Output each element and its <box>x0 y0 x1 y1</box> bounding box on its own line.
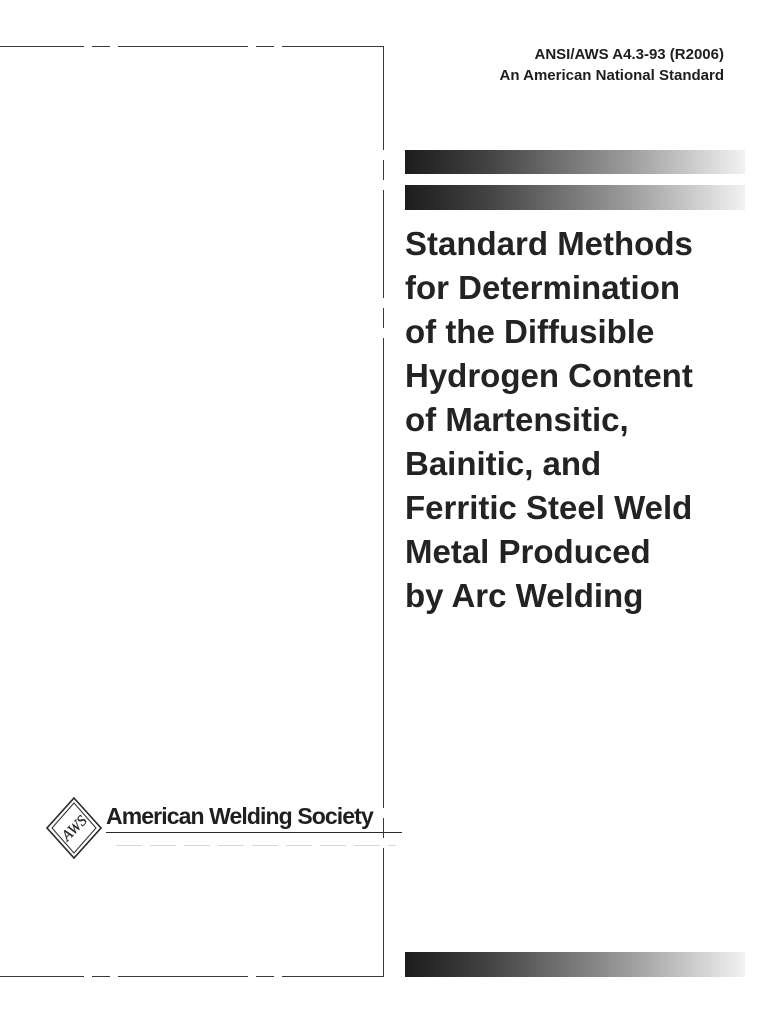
title-line: Bainitic, and <box>405 445 602 482</box>
standard-designation <box>500 44 725 86</box>
publisher-name: American Welding Society <box>106 803 373 829</box>
title-line: Metal Produced <box>405 533 651 570</box>
frame-right-line <box>383 338 384 808</box>
aws-logo <box>44 795 373 865</box>
frame-bottom-dash <box>92 976 110 977</box>
title-line: for Determination <box>405 269 681 306</box>
title-line: of the Diffusible <box>405 313 655 350</box>
logo-letters: AWS <box>58 812 91 845</box>
standard-type: An American National Standard <box>499 67 724 84</box>
frame-bottom-dash <box>256 976 274 977</box>
gradient-bar-top <box>405 150 745 174</box>
frame-bottom-line <box>0 976 84 977</box>
title-line: Standard Methods <box>405 225 693 262</box>
aws-diamond-icon <box>44 795 104 861</box>
title-line: of Martensitic, <box>405 401 629 438</box>
frame-right-line <box>383 190 384 298</box>
frame-top-dash <box>92 46 110 47</box>
gradient-bar-bottom <box>405 952 745 977</box>
frame-top-line <box>282 46 383 47</box>
frame-right-line <box>383 848 384 977</box>
document-title <box>405 222 760 618</box>
title-line: Hydrogen Content <box>405 357 693 394</box>
frame-bottom-line <box>282 976 383 977</box>
frame-right-dash <box>383 818 384 838</box>
gradient-bar-middle <box>405 185 745 210</box>
designation-number: ANSI/AWS A4.3-93 (R2006) <box>534 46 724 63</box>
frame-top-line <box>118 46 248 47</box>
frame-right-dash <box>383 308 384 328</box>
title-line: by Arc Welding <box>405 577 644 614</box>
frame-right-dash <box>383 160 384 180</box>
frame-right-line <box>383 46 384 150</box>
title-line: Ferritic Steel Weld <box>405 489 693 526</box>
logo-underline <box>106 832 402 833</box>
frame-top-dash <box>256 46 274 47</box>
frame-bottom-line <box>118 976 248 977</box>
logo-faint-tagline <box>116 845 396 846</box>
frame-top-line <box>0 46 84 47</box>
